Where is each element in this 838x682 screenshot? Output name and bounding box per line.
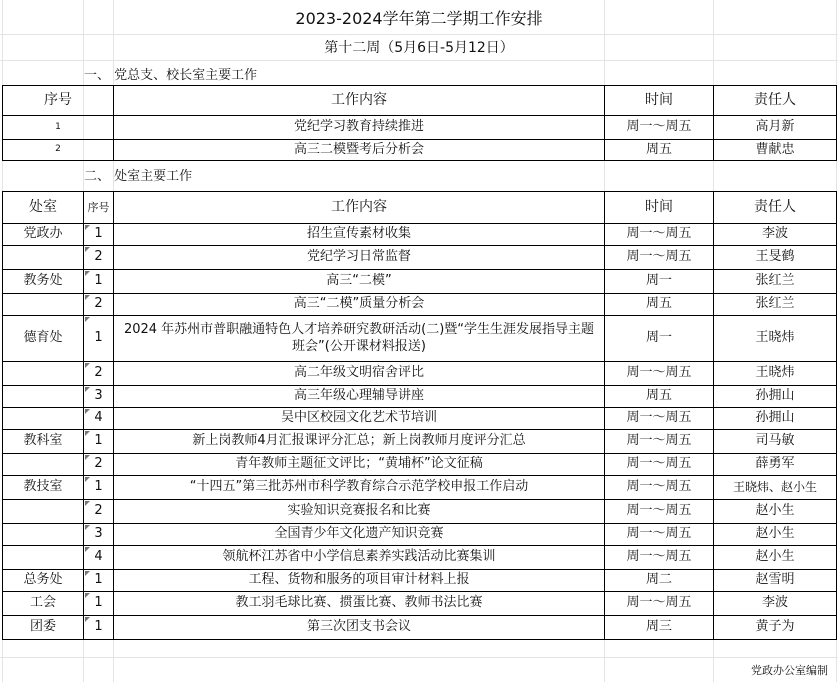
header-content: 工作内容	[114, 192, 605, 224]
table-row	[3, 454, 837, 476]
row-dept	[3, 362, 84, 386]
row-dept: 教务处	[3, 270, 84, 294]
row-no: 3	[84, 386, 114, 408]
header-no: 序号	[84, 192, 114, 224]
row-content: 高三“二模”质量分析会	[114, 294, 605, 316]
row-person: 赵雪明	[714, 570, 837, 592]
header-time: 时间	[605, 86, 714, 116]
row-time: 周一～周五	[605, 546, 714, 570]
row-content: 党纪学习教育持续推进	[114, 116, 605, 140]
row-time: 周三	[605, 616, 714, 640]
row-content: 高二年级文明宿舍评比	[114, 362, 605, 386]
page-title: 2023-2024学年第二学期工作安排	[295, 8, 543, 28]
row-person: 王旻鹤	[714, 246, 837, 270]
department-table	[2, 191, 837, 640]
row-time: 周一～周五	[605, 246, 714, 270]
row-person: 孙拥山	[714, 408, 837, 430]
table-row	[3, 476, 837, 500]
row-dept	[3, 524, 84, 546]
row-time: 周一～周五	[605, 454, 714, 476]
row-person: 张红兰	[714, 270, 837, 294]
row-dept: 教科室	[3, 430, 84, 454]
row-dept: 团委	[3, 616, 84, 640]
row-no: 1	[84, 224, 114, 246]
row-dept	[3, 246, 84, 270]
row-content: 全国青少年文化遗产知识竞赛	[114, 524, 605, 546]
row-no: 2	[3, 140, 114, 161]
row-no: 2	[84, 246, 114, 270]
row-no: 1	[84, 316, 114, 362]
row-person: 赵小生	[714, 524, 837, 546]
row-dept: 教技室	[3, 476, 84, 500]
row-content: 高三“二模”	[114, 270, 605, 294]
row-time: 周一	[605, 316, 714, 362]
table-row	[3, 270, 837, 294]
row-no: 2	[84, 454, 114, 476]
table-row	[3, 430, 837, 454]
row-content: 教工羽毛球比赛、掼蛋比赛、教师书法比赛	[114, 592, 605, 616]
row-dept	[3, 454, 84, 476]
row-dept	[3, 386, 84, 408]
row-time: 周五	[605, 294, 714, 316]
row-no: 1	[84, 430, 114, 454]
table-row	[3, 570, 837, 592]
leadership-table	[2, 85, 837, 161]
row-content: 实验知识竞赛报名和比赛	[114, 500, 605, 524]
row-person: 王晓炜	[714, 362, 837, 386]
table-row	[3, 386, 837, 408]
row-dept	[3, 294, 84, 316]
header-person: 责任人	[714, 192, 837, 224]
row-time: 周一～周五	[605, 362, 714, 386]
row-no: 1	[84, 270, 114, 294]
row-no: 3	[84, 524, 114, 546]
row-content: 领航杯江苏省中小学信息素养实践活动比赛集训	[114, 546, 605, 570]
row-no: 1	[84, 616, 114, 640]
table-row	[3, 140, 837, 161]
row-dept	[3, 408, 84, 430]
row-time: 周一～周五	[605, 116, 714, 140]
row-dept: 总务处	[3, 570, 84, 592]
row-person: 李波	[714, 224, 837, 246]
row-dept	[3, 546, 84, 570]
row-no: 4	[84, 408, 114, 430]
row-time: 周一～周五	[605, 430, 714, 454]
table-row	[3, 592, 837, 616]
row-content: “十四五”第三批苏州市科学教育综合示范学校申报工作启动	[114, 476, 605, 500]
row-no: 1	[84, 570, 114, 592]
row-person: 李波	[714, 592, 837, 616]
footer-note: 党政办公室编制	[751, 664, 828, 677]
row-person: 高月新	[714, 116, 837, 140]
table-row	[3, 616, 837, 640]
row-no: 1	[3, 116, 114, 140]
row-no: 1	[84, 592, 114, 616]
row-time: 周一～周五	[605, 476, 714, 500]
row-no: 1	[84, 476, 114, 500]
row-person: 王晓炜	[714, 316, 837, 362]
row-content: 党纪学习日常监督	[114, 246, 605, 270]
row-person: 赵小生	[714, 500, 837, 524]
row-person: 薛勇军	[714, 454, 837, 476]
table-header-row	[3, 86, 837, 116]
row-time: 周一～周五	[605, 500, 714, 524]
row-time: 周五	[605, 140, 714, 161]
table-row	[3, 116, 837, 140]
row-time: 周一～周五	[605, 408, 714, 430]
row-person: 张红兰	[714, 294, 837, 316]
row-person: 司马敏	[714, 430, 837, 454]
row-person: 黄子为	[714, 616, 837, 640]
row-content: 吴中区校园文化艺术节培训	[114, 408, 605, 430]
row-content: 新上岗教师4月汇报课评分汇总；新上岗教师月度评分汇总	[114, 430, 605, 454]
section1-heading: 一、 党总支、校长室主要工作	[84, 67, 258, 83]
row-content: 2024 年苏州市普职融通特色人才培养研究教研活动(二)暨“学生生涯发展指导主题班会”(公开课材料报送)	[114, 316, 605, 362]
row-content: 工程、货物和服务的项目审计材料上报	[114, 570, 605, 592]
header-content: 工作内容	[114, 86, 605, 116]
table-row	[3, 408, 837, 430]
row-time: 周二	[605, 570, 714, 592]
section2-heading: 二、 处室主要工作	[84, 168, 193, 184]
row-content: 高三年级心理辅导讲座	[114, 386, 605, 408]
table-row	[3, 316, 837, 362]
row-person: 曹献忠	[714, 140, 837, 161]
row-person: 孙拥山	[714, 386, 837, 408]
row-content: 招生宣传素材收集	[114, 224, 605, 246]
row-dept: 德育处	[3, 316, 84, 362]
header-time: 时间	[605, 192, 714, 224]
row-time: 周一～周五	[605, 524, 714, 546]
row-content: 第三次团支书会议	[114, 616, 605, 640]
table-row	[3, 224, 837, 246]
row-dept: 党政办	[3, 224, 84, 246]
table-row	[3, 246, 837, 270]
row-dept	[3, 500, 84, 524]
row-person: 王晓炜、赵小生	[714, 476, 837, 500]
row-no: 2	[84, 500, 114, 524]
table-row	[3, 546, 837, 570]
table-row	[3, 500, 837, 524]
row-content: 青年教师主题征文评比；“黄埔杯”论文征稿	[114, 454, 605, 476]
row-time: 周五	[605, 386, 714, 408]
header-person: 责任人	[714, 86, 837, 116]
header-no: 序号	[3, 86, 114, 116]
row-dept: 工会	[3, 592, 84, 616]
header-dept: 处室	[3, 192, 84, 224]
row-time: 周一～周五	[605, 592, 714, 616]
table-row	[3, 362, 837, 386]
row-time: 周一	[605, 270, 714, 294]
row-time: 周一～周五	[605, 224, 714, 246]
week-subtitle: 第十二周（5月6日-5月12日）	[324, 40, 514, 56]
row-person: 赵小生	[714, 546, 837, 570]
row-no: 2	[84, 362, 114, 386]
table-row	[3, 294, 837, 316]
row-no: 2	[84, 294, 114, 316]
row-no: 4	[84, 546, 114, 570]
table-row	[3, 524, 837, 546]
table-header-row	[3, 192, 837, 224]
row-content: 高三二模暨考后分析会	[114, 140, 605, 161]
